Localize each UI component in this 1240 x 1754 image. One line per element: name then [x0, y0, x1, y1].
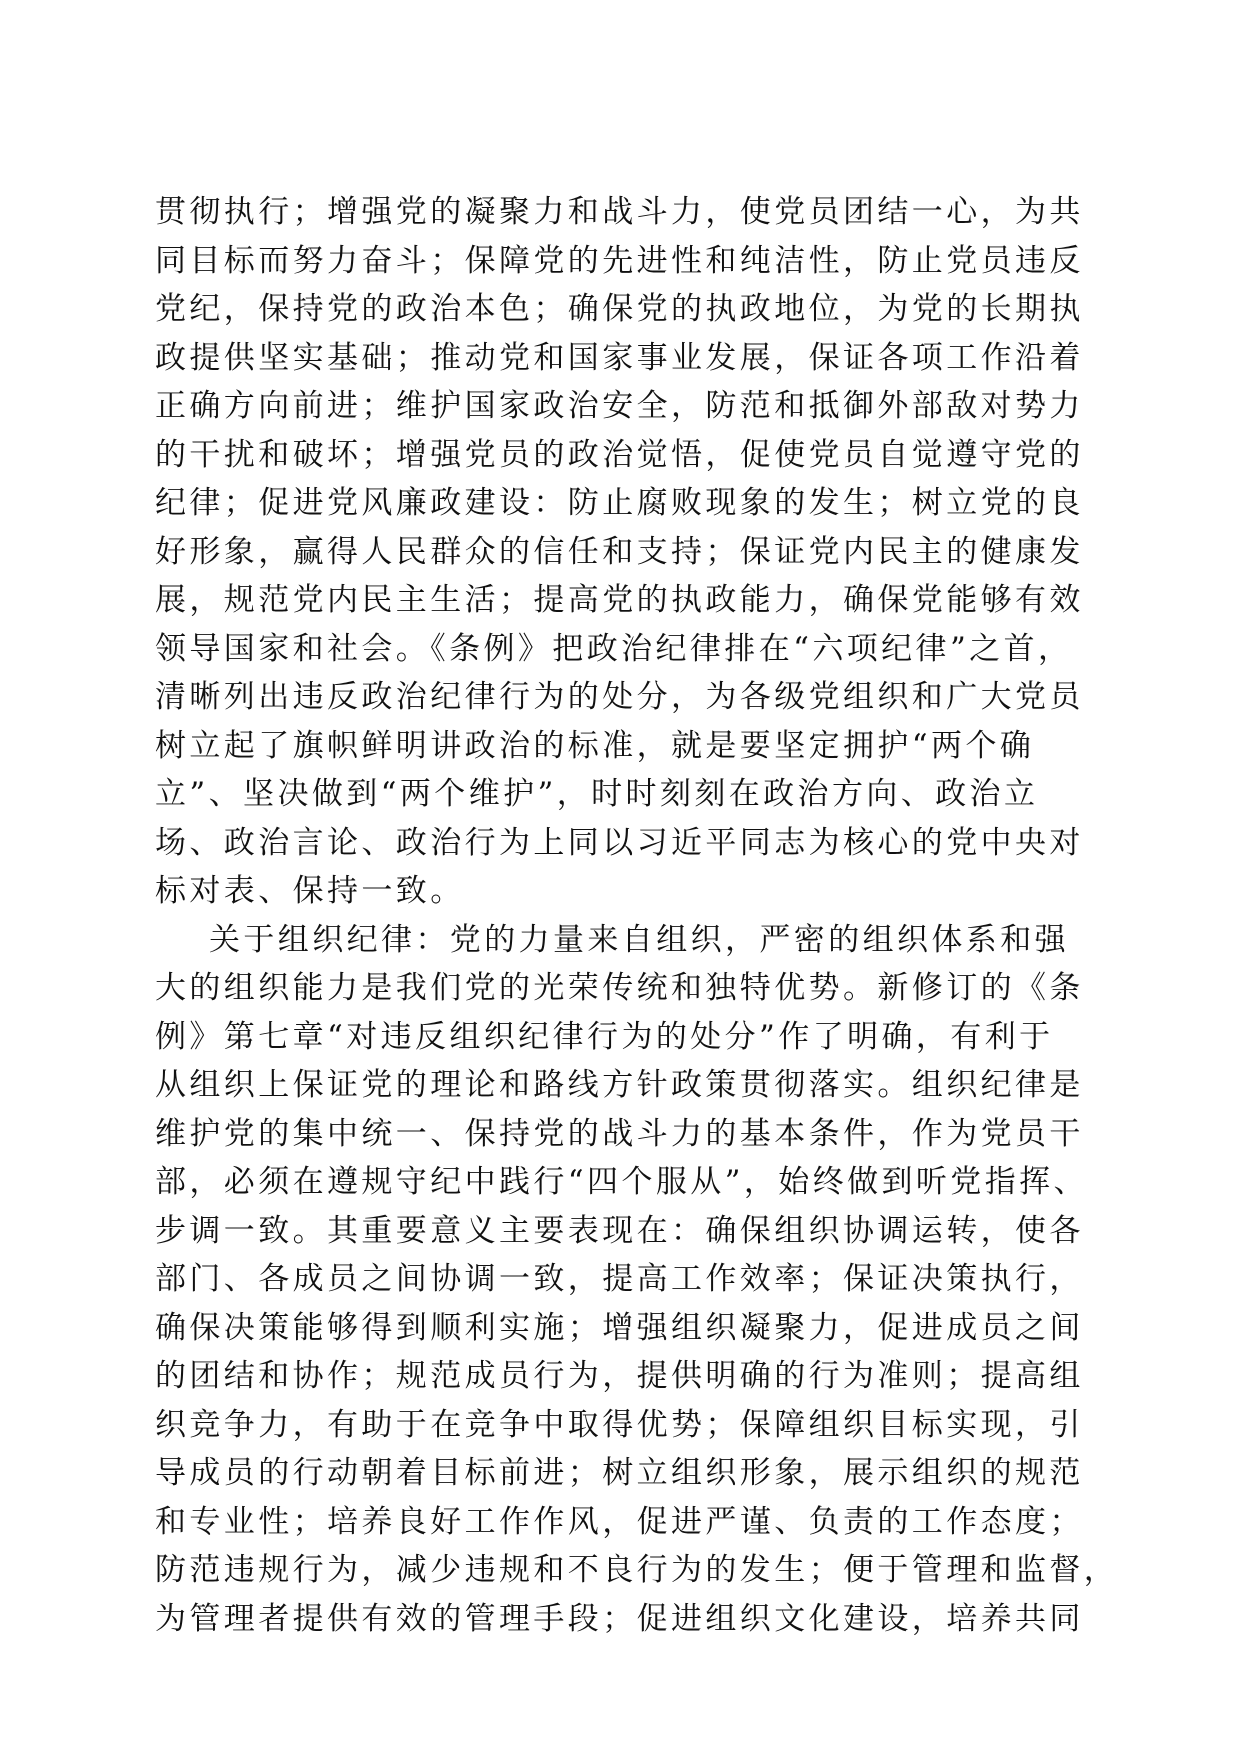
text-line: 大的组织能力是我们党的光荣传统和独特优势。新修订的《条: [155, 970, 1084, 1006]
text-line: 政提供坚实基础；推动党和国家事业发展，保证各项工作沿着: [155, 339, 1084, 376]
text-line: 从组织上保证党的理论和路线方针政策贯彻落实。组织纪律是: [155, 1067, 1084, 1103]
text-line: 部门、各成员之间协调一致，提高工作效率；保证决策执行，: [155, 1261, 1084, 1297]
text-line: 导成员的行动朝着目标前进；树立组织形象，展示组织的规范: [155, 1455, 1084, 1491]
text-line: 例》第七章“对违反组织纪律行为的处分”作了明确，有利于: [155, 1018, 1054, 1055]
body-text: [155, 188, 1119, 1643]
text-line: 确保决策能够得到顺利实施；增强组织凝聚力，促进成员之间: [155, 1309, 1084, 1346]
text-line: 的干扰和破坏；增强党员的政治觉悟，促使党员自觉遵守党的: [155, 436, 1084, 473]
text-line: 维护党的集中统一、保持党的战斗力的基本条件，作为党员干: [155, 1115, 1084, 1152]
text-line: 步调一致。其重要意义主要表现在：确保组织协调运转，使各: [155, 1212, 1084, 1249]
text-line: 标对表、保持一致。: [155, 873, 465, 909]
text-line: 为管理者提供有效的管理手段；促进组织文化建设，培养共同: [155, 1600, 1084, 1637]
paragraph-start-line: 关于组织纪律：党的力量来自组织，严密的组织体系和强: [209, 921, 1069, 958]
text-line: 清晰列出违反政治纪律行为的处分，为各级党组织和广大党员: [155, 679, 1084, 715]
text-line: 织竞争力，有助于在竞争中取得优势；保障组织目标实现，引: [155, 1406, 1084, 1443]
text-line: 的团结和协作；规范成员行为，提供明确的行为准则；提高组: [155, 1358, 1084, 1394]
text-line: 好形象，赢得人民群众的信任和支持；保证党内民主的健康发: [155, 533, 1084, 570]
text-line: 立”、坚决做到“两个维护”，时时刻刻在政治方向、政治立: [155, 776, 1039, 812]
text-line: 和专业性；培养良好工作作风，促进严谨、负责的工作态度；: [155, 1503, 1084, 1540]
text-line: 正确方向前进；维护国家政治安全，防范和抵御外部敌对势力: [155, 388, 1084, 424]
text-line: 展，规范党内民主生活；提高党的执政能力，确保党能够有效: [155, 582, 1084, 618]
text-line: 党纪，保持党的政治本色；确保党的执政地位，为党的长期执: [155, 291, 1084, 327]
text-line: 树立起了旗帜鲜明讲政治的标准，就是要坚定拥护“两个确: [155, 727, 1035, 764]
text-line: 贯彻执行；增强党的凝聚力和战斗力，使党员团结一心，为共: [155, 194, 1084, 230]
text-line: 防范违规行为，减少违规和不良行为的发生；便于管理和监督，: [155, 1552, 1119, 1588]
text-line: 领导国家和社会。《条例》把政治纪律排在“六项纪律”之首，: [155, 630, 1073, 667]
text-line: 同目标而努力奋斗；保障党的先进性和纯洁性，防止党员违反: [155, 242, 1084, 279]
text-line: 部，必须在遵规守纪中践行“四个服从”，始终做到听党指挥、: [155, 1164, 1088, 1200]
text-line: 纪律；促进党风廉政建设：防止腐败现象的发生；树立党的良: [155, 485, 1084, 521]
text-line: 场、政治言论、政治行为上同以习近平同志为核心的党中央对: [155, 824, 1084, 861]
